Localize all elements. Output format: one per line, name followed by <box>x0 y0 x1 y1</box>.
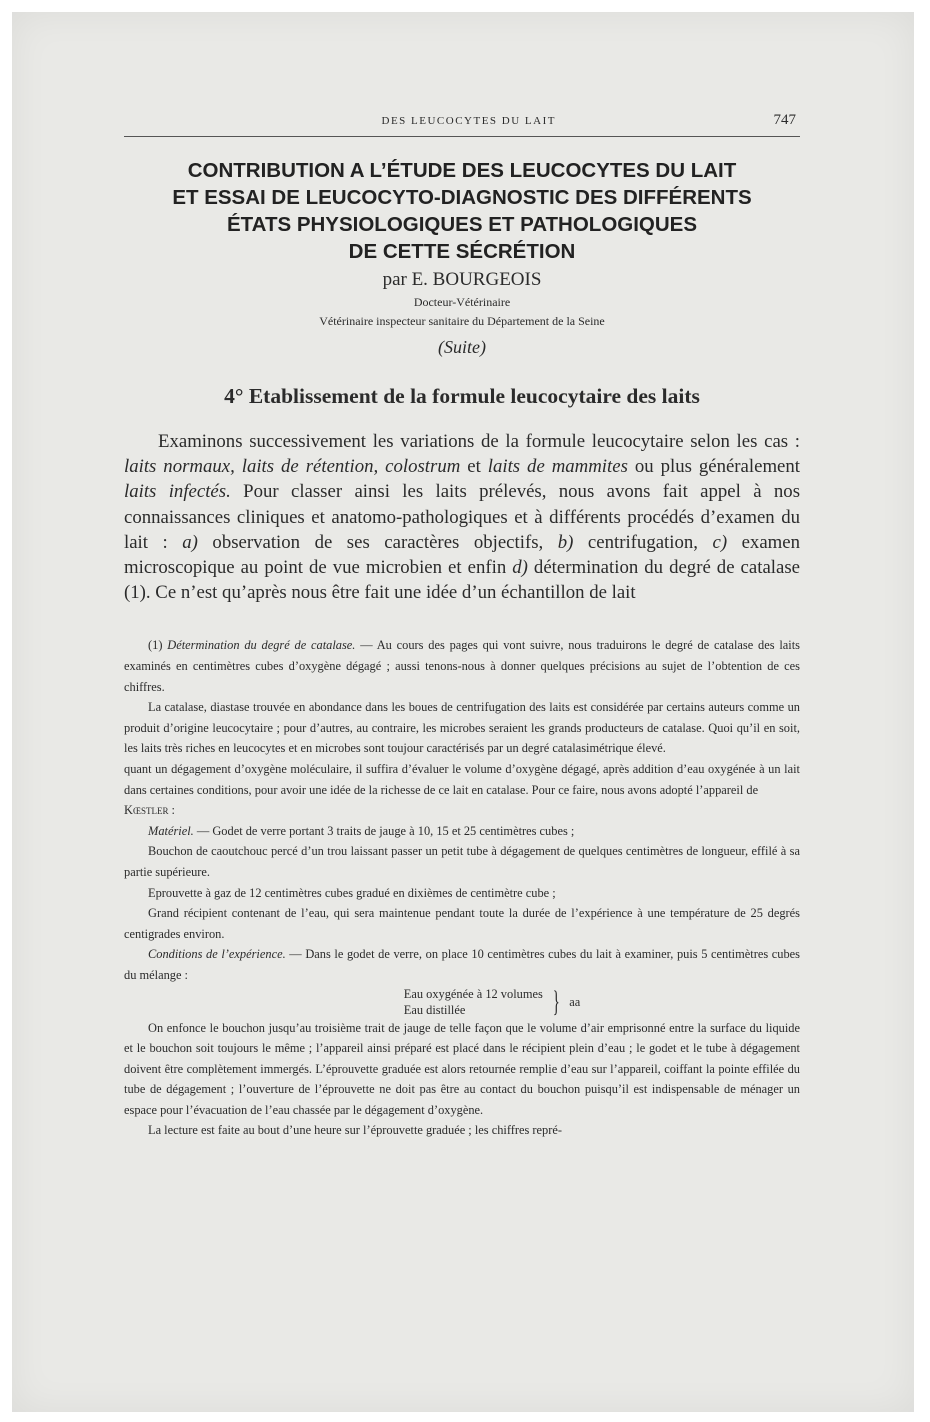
footnote-paragraph: Bouchon de caoutchouc percé d’un trou laissant passer un petit tube à dégagement de quelques centimètres de longueur, effilé à sa partie supérieure. <box>124 844 800 879</box>
footnote-paragraph: quant un dégagement d’oxygène moléculaire, il suffira d’évaluer le volume d’oxygène dégagé, après addition d’eau oxygénée à un lait dans certaines conditions, pour avoir une idée de la richesse de ce lait en catalase. Pour ce faire, nous avons adopté l’appareil de <box>124 761 800 797</box>
section-heading: 4° Etablissement de la formule leucocytaire des laits <box>224 384 700 408</box>
body-paragraph: Examinons successivement les variations de la formule leucocytaire selon les cas : laits normaux, laits de rétention, colostrum et laits de mammites ou plus généralement laits infectés. Pour classer ainsi les laits prélevés, nous avons fait appel à nos connaissances cliniques et anatomo-pathologiques et à différents procédés d’examen du lait : a) observation de ses caractères objectifs, b) centrifugation, c) examen microscopique au point de vue microbien et enfin d) détermination du degré de catalase (1). Ce n’est qu’après nous être fait une idée d’un échantillon de lait <box>124 431 801 604</box>
title-line: ÉTATS PHYSIOLOGIQUES ET PATHOLOGIQUES <box>226 213 698 236</box>
page-number: 747 <box>773 112 796 128</box>
author: par E. BOURGEOIS <box>382 269 542 290</box>
footnote-paragraph: Conditions de l’expérience. — Dans le godet de verre, on place 10 centimètres cubes du lait à examiner, puis 5 centimètres cubes du mélange : <box>124 947 800 982</box>
title-line: DE CETTE SÉCRÉTION <box>348 240 576 263</box>
footnote-paragraph: La lecture est faite au bout d’une heure sur l’éprouvette graduée ; les chiffres repré- <box>148 1123 562 1138</box>
affiliation: Vétérinaire inspecteur sanitaire du Département de la Seine <box>319 314 605 328</box>
mixture-line: Eau oxygénée à 12 volumes <box>403 986 543 1001</box>
footnote-paragraph: On enfonce le bouchon jusqu’au troisième trait de jauge de telle façon que le volume d’air emprisonné entre la surface du liquide et le bouchon soit toujours le même ; l’appareil ainsi préparé est placé dans le récipient plein d’eau ; le godet et le tube à dégagement doivent être complètement immergés. L’éprouvette graduée est alors retournée remplie d’eau sur l’appareil, coiffant la pointe effilée du tube de dégagement ; l’ouverture de l’éprouvette ne doit pas être au contact du bouchon puisqu’il est indispensable de ménager un espace pour l’évacuation de l’eau chassée par le dégagement d’oxygène. <box>124 1020 800 1117</box>
article-title <box>124 157 800 265</box>
mixture-formula <box>184 986 800 1018</box>
title-line: CONTRIBUTION A L’ÉTUDE DES LEUCOCYTES DU LAIT <box>187 159 737 182</box>
footnote-paragraph: Kœstler : <box>124 803 175 818</box>
running-head-title: DES LEUCOCYTES DU LAIT <box>381 115 556 127</box>
mixture-ratio: aa <box>569 994 581 1009</box>
footnote-paragraph: Grand récipient contenant de l’eau, qui sera maintenue pendant toute la durée de l’expérience à une température de 25 degrés centigrades environ. <box>124 906 800 941</box>
title-line: ET ESSAI DE LEUCOCYTO-DIAGNOSTIC DES DIFFÉRENTS <box>172 186 752 209</box>
page-content <box>124 112 800 1141</box>
footnote-block <box>124 635 800 1141</box>
footnote-paragraph: Matériel. — Godet de verre portant 3 traits de jauge à 10, 15 et 25 centimètres cubes ; <box>148 823 575 838</box>
footnote-paragraph: La catalase, diastase trouvée en abondance dans les boues de centrifugation des laits est considérée par certains auteurs comme un produit d’origine leucocytaire ; pour d’autres, au contraire, les microbes seraient les grands producteurs de catalase. Quoi qu’il en soit, les laits très riches en leucocytes et en microbes sont toujour caractérisés par un degré catalasimétrique élevé. <box>124 700 800 756</box>
mixture-line: Eau distillée <box>403 1002 466 1017</box>
affiliation: Docteur-Vétérinaire <box>413 295 511 309</box>
footnote-paragraph: (1) Détermination du degré de catalase. — Au cours des pages qui vont suivre, nous traduirons le degré de catalase des laits examinés en centimètres cubes d’oxygène dégagé ; aussi tenons-nous à donner quelques précisions au sujet de l’obtention de ces chiffres. <box>124 638 800 694</box>
continuation-note: (Suite) <box>438 337 486 357</box>
brace-icon: } <box>552 984 560 1018</box>
scanned-page <box>12 12 914 1412</box>
footnote-paragraph: Eprouvette à gaz de 12 centimètres cubes gradué en dixièmes de centimètre cube ; <box>148 885 556 900</box>
running-head <box>124 112 800 137</box>
